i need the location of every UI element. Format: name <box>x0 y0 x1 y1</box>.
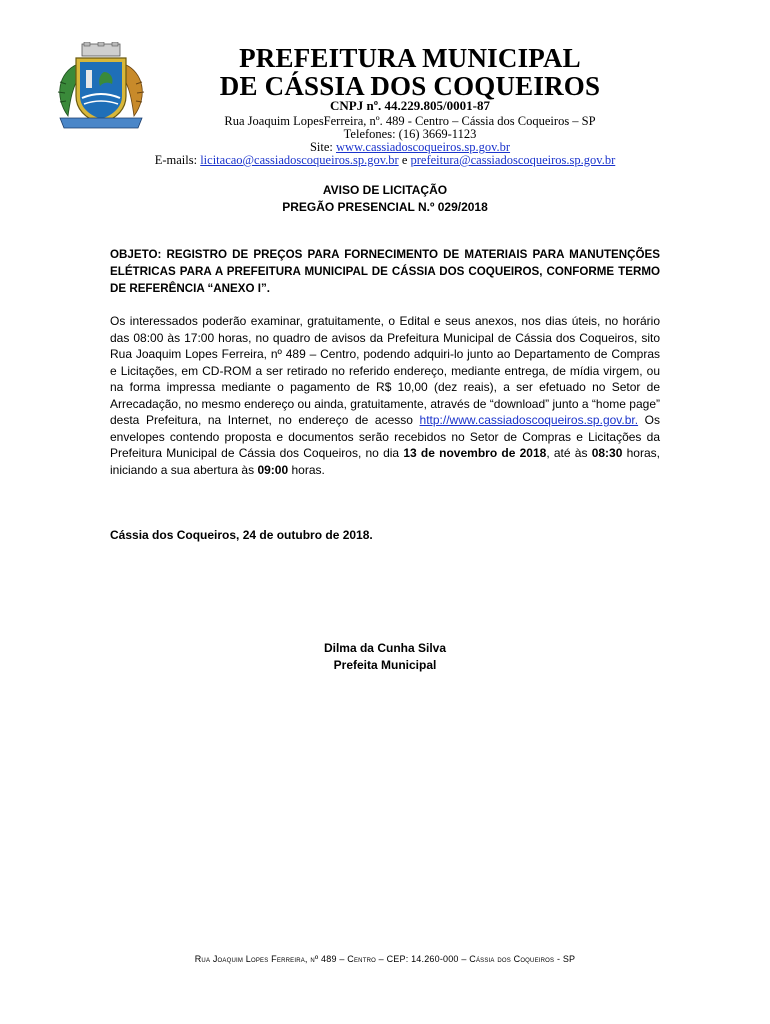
notice-subtitle: PREGÃO PRESENCIAL N.º 029/2018 <box>282 200 488 214</box>
header-emails-line <box>60 153 710 167</box>
header-title-line1: PREFEITURA MUNICIPAL <box>239 43 581 73</box>
email-prefeitura-link[interactable]: prefeitura@cassiadoscoqueiros.sp.gov.br <box>410 153 616 167</box>
email-licitacao-link[interactable]: licitacao@cassiadoscoqueiros.sp.gov.br <box>200 153 399 167</box>
notice-title: AVISO DE LICITAÇÃO <box>322 183 448 197</box>
body-text-part1: Os interessados poderão examinar, gratuitamente, o Edital e seus anexos, nos dias úteis, no horário das 08:00 às 17:00 horas, no quadro de avisos da Prefeitura Municipal de Cássia dos Coqueiros, sito Rua Joaquim Lopes Ferreira, nº 489 – Centro, podendo adquiri-lo junto ao Departamento de Compras e Licitações, em CD-ROM a ser retirado no referido endereço, mediante entrega, de mídia virgem, ou na forma impressa mediante o pagamento de R$ 10,00 (dez reais), a ser efetuado no Setor de Arrecadação, no mesmo endereço ou ainda, gratuitamente, através de “download” junto a “home page” desta Prefeitura, na Internet, no endereço de acesso <box>110 314 660 427</box>
emails-label: E-mails: <box>154 153 201 167</box>
body-opening-time: 09:00 <box>257 462 289 477</box>
footer-address: Rua Joaquim Lopes Ferreira, nº 489 – Centro – CEP: 14.260-000 – Cássia dos Coqueiros - SP <box>194 954 576 964</box>
body-text-part5: horas. <box>288 462 325 477</box>
header-address: Rua Joaquim LopesFerreira, nº. 489 - Centro – Cássia dos Coqueiros – SP <box>224 114 596 128</box>
header-site-line <box>120 140 700 154</box>
notice-body-paragraph <box>110 313 660 478</box>
header-title-line2: DE CÁSSIA DOS COQUEIROS <box>219 71 601 101</box>
body-delivery-time: 08:30 <box>591 446 623 460</box>
site-link[interactable]: www.cassiadoscoqueiros.sp.gov.br <box>336 140 511 154</box>
cnpj-text: CNPJ nº. 44.229.805/0001-87 <box>330 98 490 113</box>
body-text-part2: Os envelopes contendo proposta e documentos serão recebidos no Setor de Compras e Licitações da Prefeitura Municipal de Cássia dos Coqueiros, no dia <box>110 413 660 460</box>
signer-name: Dilma da Cunha Silva <box>323 641 447 655</box>
place-and-date: Cássia dos Coqueiros, 24 de outubro de 2018. <box>110 528 373 542</box>
site-label: Site: <box>309 140 336 154</box>
body-text-part3: , até às <box>546 446 592 460</box>
body-website-link[interactable]: http://www.cassiadoscoqueiros.sp.gov.br. <box>419 413 639 427</box>
body-text-part4: horas, iniciando a sua abertura às <box>110 446 660 477</box>
header-phones: Telefones: (16) 3669-1123 <box>343 127 477 141</box>
notice-object: OBJETO: REGISTRO DE PREÇOS PARA FORNECIMENTO DE MATERIAIS PARA MANUTENÇÕES ELÉTRICAS PARA A PREFEITURA MUNICIPAL DE CÁSSIA DOS COQUEIROS, CONFORME TERMO DE REFERÊNCIA “ANEXO I”. <box>110 248 660 295</box>
body-opening-date: 13 de novembro de 2018 <box>403 446 547 460</box>
emails-separator: e <box>398 153 411 167</box>
signer-role: Prefeita Municipal <box>333 658 437 672</box>
